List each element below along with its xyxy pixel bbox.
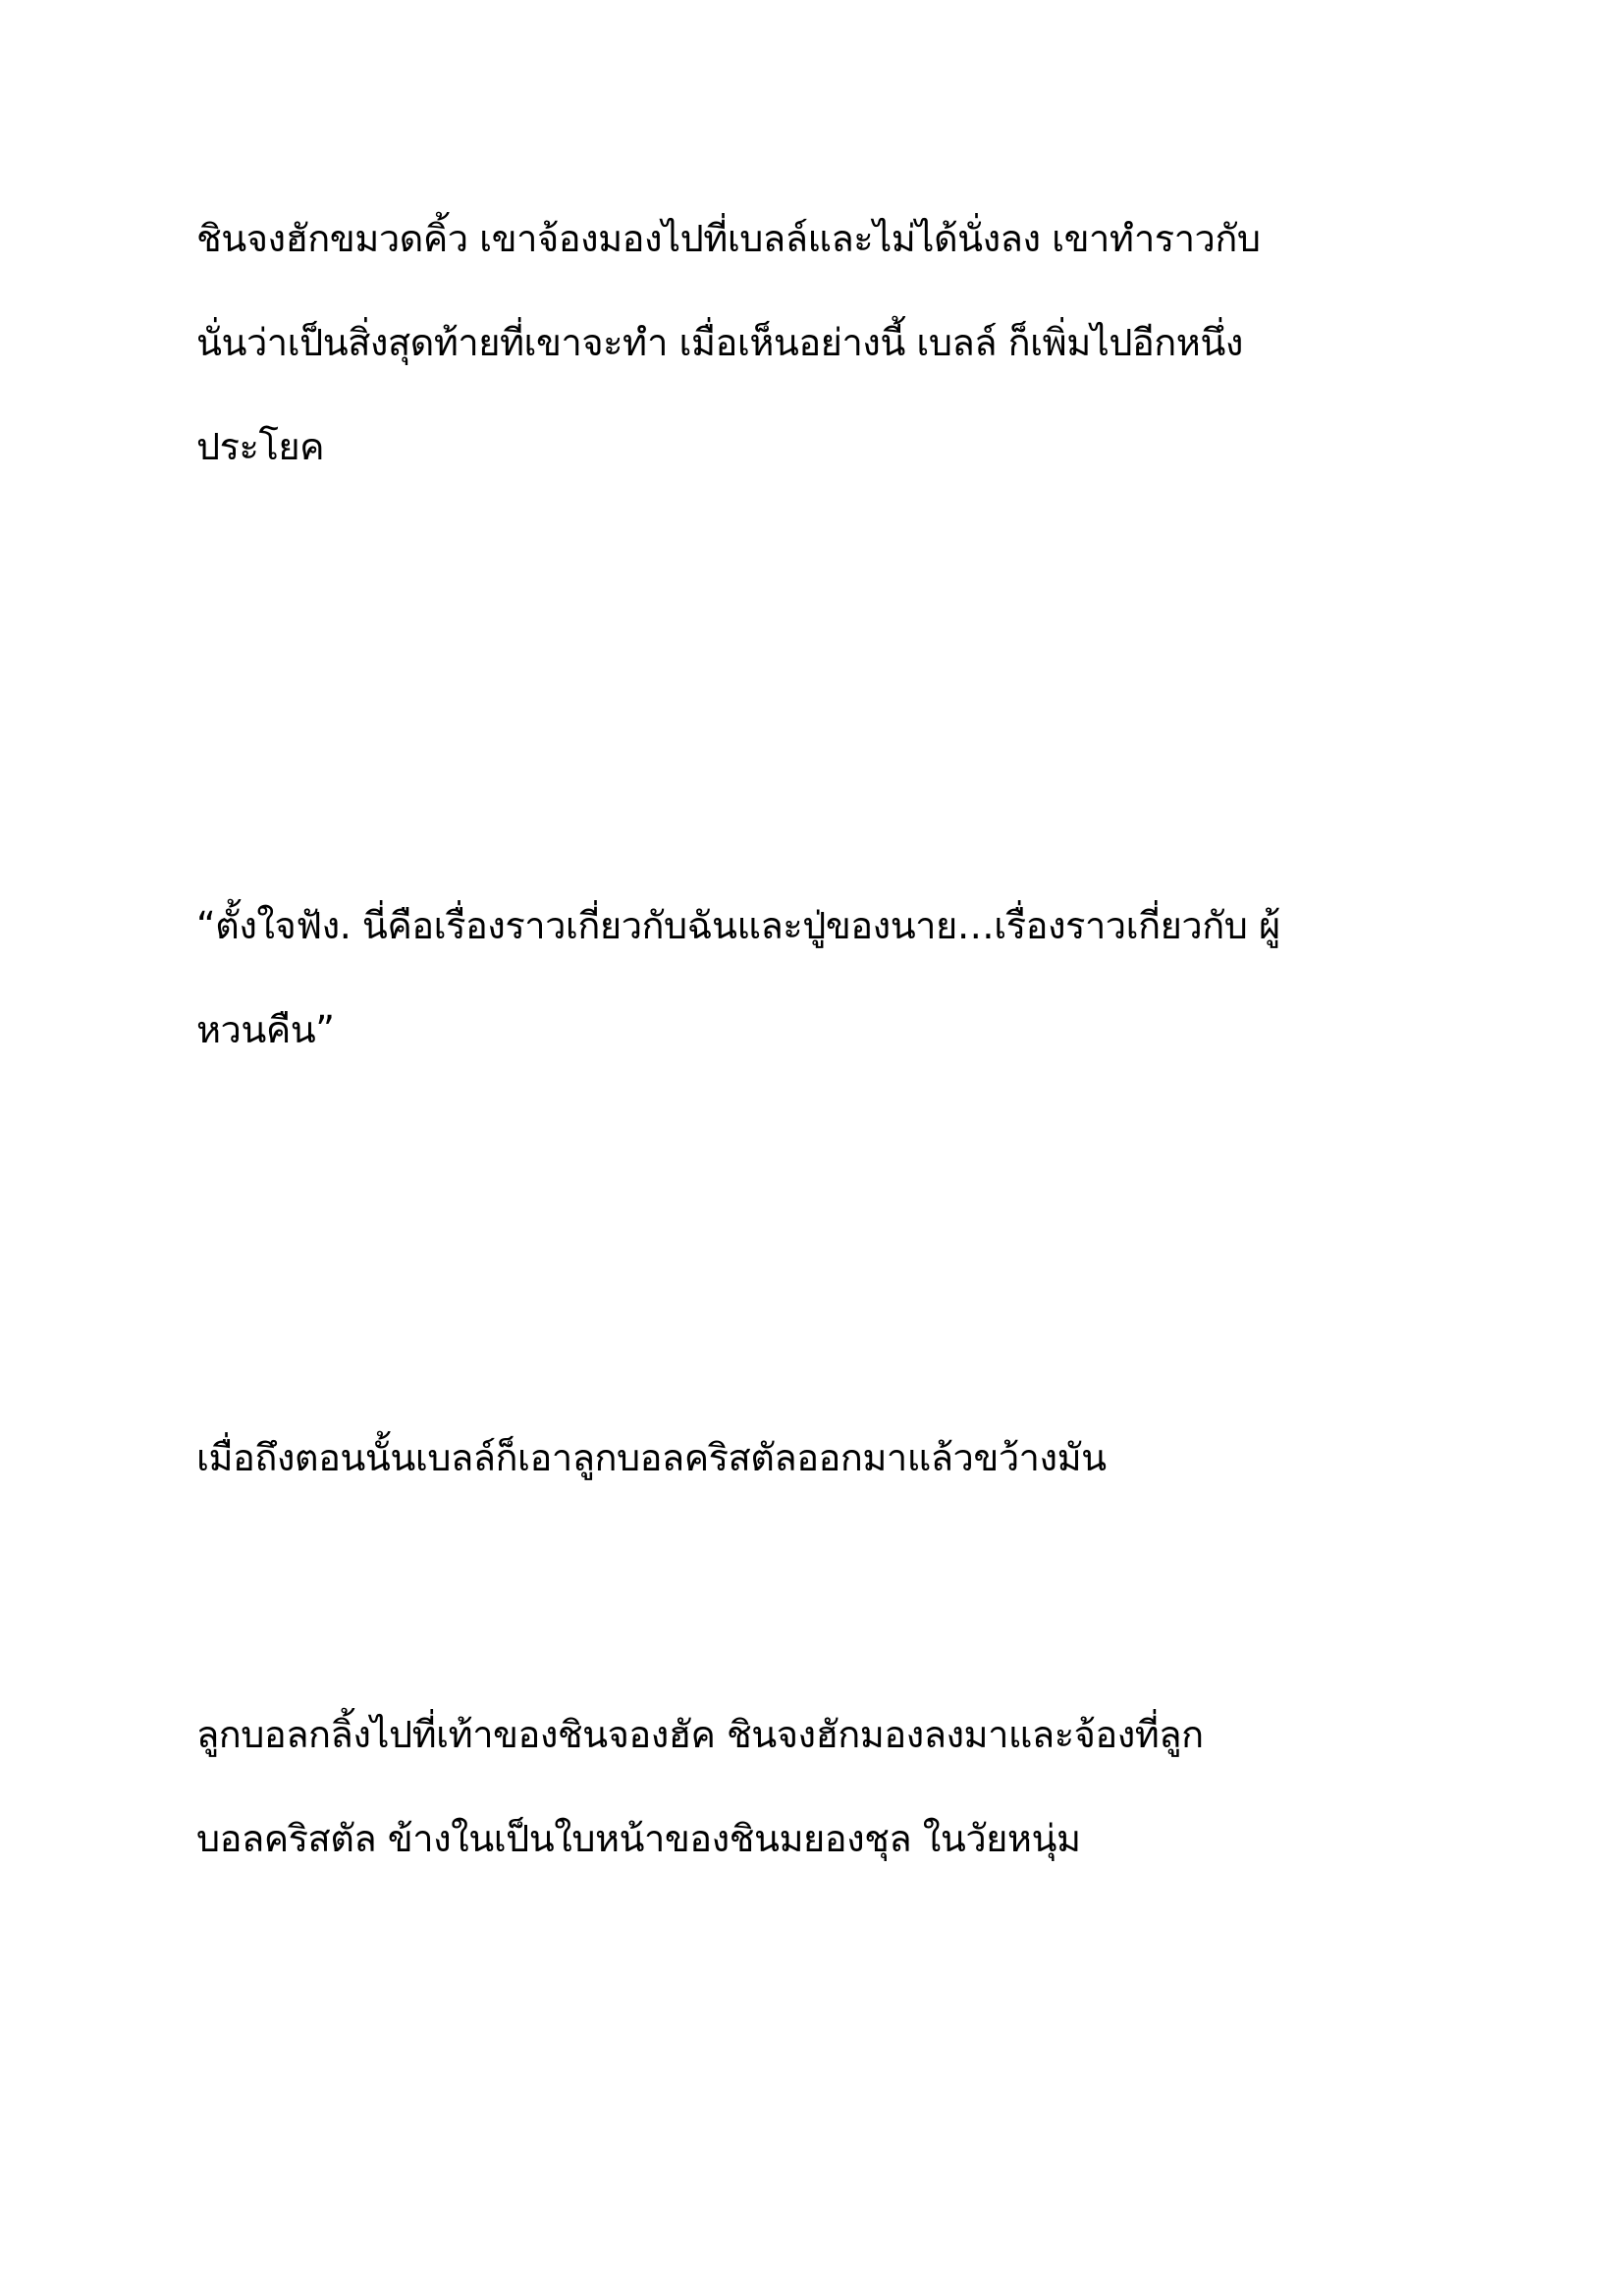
paragraph-line: นั่นว่าเป็นสิ่งสุดท้ายที่เขาจะทำ เมื่อเห็นอย่างนี้ เบลล์ ก็เพิ่มไปอีกหนึ่ง (196, 321, 1243, 364)
paragraph-line: เมื่อถึงตอนนั้นเบลล์ก็เอาลูกบอลคริสตัลออกมาแล้วขว้างมัน (196, 1436, 1107, 1479)
paragraph (196, 1406, 1107, 1510)
paragraph-line: ชินจงฮักขมวดคิ้ว เขาจ้องมองไปที่เบลล์และไม่ได้นั่งลง เขาทำราวกับ (196, 217, 1261, 260)
paragraph (196, 187, 1261, 499)
paragraph (196, 874, 1280, 1082)
paragraph-line: “ตั้งใจฟัง. นี่คือเรื่องราวเกี่ยวกับฉันและปู่ของนาย…เรื่องราวเกี่ยวกับ ผู้ (196, 904, 1280, 947)
paragraph-line: บอลคริสตัล ข้างในเป็นใบหน้าของชินมยองชุล ในวัยหนุ่ม (196, 1817, 1081, 1860)
paragraph-line: หวนคืน” (196, 1008, 335, 1051)
paragraph-line: ลูกบอลกลิ้งไปที่เท้าของชินจองฮัค ชินจงฮักมองลงมาและจ้องที่ลูก (196, 1713, 1204, 1756)
paragraph-line: ประโยค (196, 425, 325, 468)
paragraph (196, 1682, 1204, 1891)
